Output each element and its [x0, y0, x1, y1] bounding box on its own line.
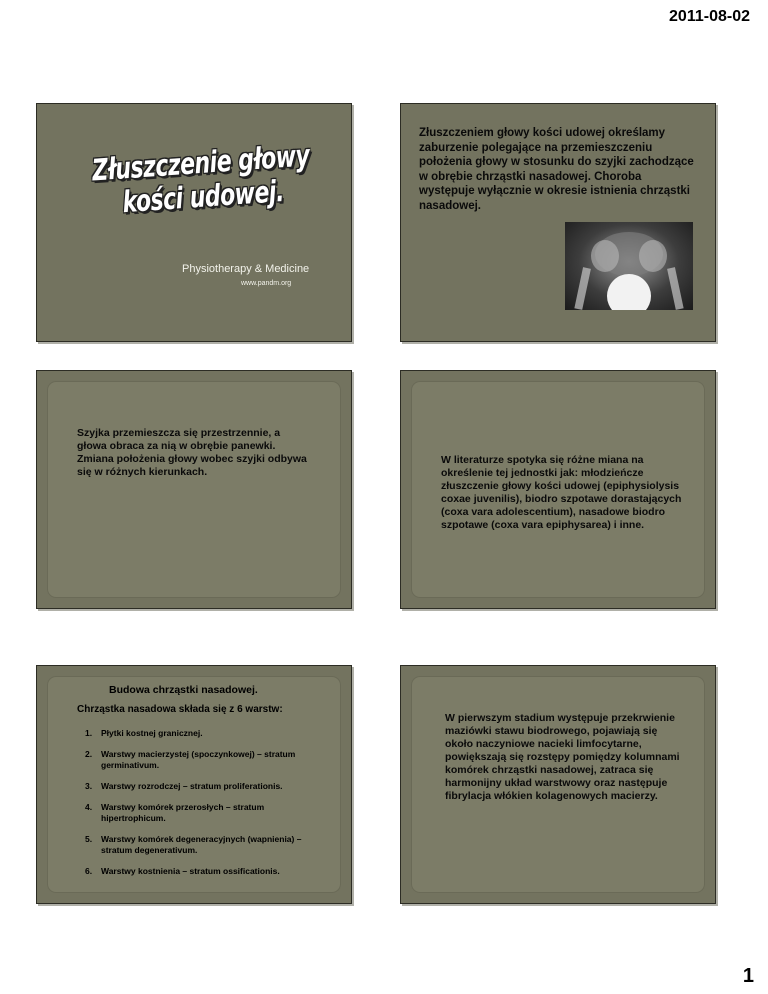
pelvis-xray-illustration: [565, 222, 693, 310]
slide-5: [36, 665, 352, 904]
slide-2-text: Złuszczeniem głowy kości udowej określamy zaburzenie polegające na przemieszczeniu położenia głowy w stosunku do szyjki zachodzące w obrębie chrząstki nasadowej. Choroba występuje wyłącznie w okresie istnienia chrząstki nasadowej.: [419, 127, 694, 212]
slide-1: [36, 103, 352, 342]
list-item: [85, 802, 315, 824]
list-item: [85, 749, 315, 771]
slide-5-intro: Chrząstka nasadowa składa się z 6 warstw:: [77, 704, 283, 715]
list-number: 4.: [85, 802, 93, 812]
slide-6: [400, 665, 716, 904]
page-number: 1: [742, 965, 754, 987]
list-number: 3.: [85, 781, 93, 791]
list-number: 5.: [85, 834, 93, 844]
list-text: Warstwy macierzystej (spoczynkowej) – stratum germinativum.: [101, 749, 296, 770]
list-text: Warstwy komórek przerosłych – stratum hipertrophicum.: [101, 802, 265, 823]
list-text: Warstwy rozrodczej – stratum proliferationis.: [101, 781, 283, 791]
slide-1-title: Złuszczenie głowy kości udowej.: [91, 139, 311, 221]
slide-5-title: Budowa chrząstki nasadowej.: [109, 684, 258, 696]
xray-image: [565, 222, 693, 310]
list-number: 1.: [85, 728, 93, 738]
slide-2: [400, 103, 716, 342]
layers-list: [85, 728, 315, 887]
slide-3-panel: [47, 381, 341, 598]
slide-3: [36, 370, 352, 609]
slide-4-text: W literaturze spotyka się różne miana na określenie tej jednostki jak: młodzieńcze złuszczenie głowy kości udowej (epiphysiolysis coxae juvenilis), biodro szpotawe dorastających (coxa vara adolescentium), nasadowe biodro szpotawe (coxa vara epiphysarea) i inne.: [441, 454, 682, 531]
list-number: 6.: [85, 866, 93, 876]
page-date: 2011-08-02: [669, 8, 750, 25]
slide-6-text: W pierwszym stadium występuje przekrwienie maziówki stawu biodrowego, pojawiają się około naczyniowe nacieki limfocytarne, powiększają się rozstępy pomiędzy kolumnami komórek chrząstki nasadowej, zatraca się harmonijny układ warstwowy oraz następuje fibrylacja włókien kolagenowych macierzy.: [445, 712, 680, 802]
list-text: Warstwy kostnienia – stratum ossificationis.: [101, 866, 280, 876]
slide-4: [400, 370, 716, 609]
slide-1-url: www.pandm.org: [241, 280, 292, 287]
list-text: Płytki kostnej granicznej.: [101, 728, 203, 738]
list-number: 2.: [85, 749, 93, 759]
list-item: [85, 834, 315, 856]
slide-3-text: Szyjka przemieszcza się przestrzennie, a głowa obraca za nią w obrębie panewki. Zmiana położenia głowy wobec szyjki odbywa się w różnych kierunkach.: [77, 427, 307, 478]
list-item: [85, 728, 315, 739]
list-item: [85, 866, 315, 877]
slide-1-subtitle: Physiotherapy & Medicine: [182, 263, 310, 275]
list-text: Warstwy komórek degeneracyjnych (wapnienia) – stratum degenerativum.: [101, 834, 302, 855]
list-item: [85, 781, 315, 792]
